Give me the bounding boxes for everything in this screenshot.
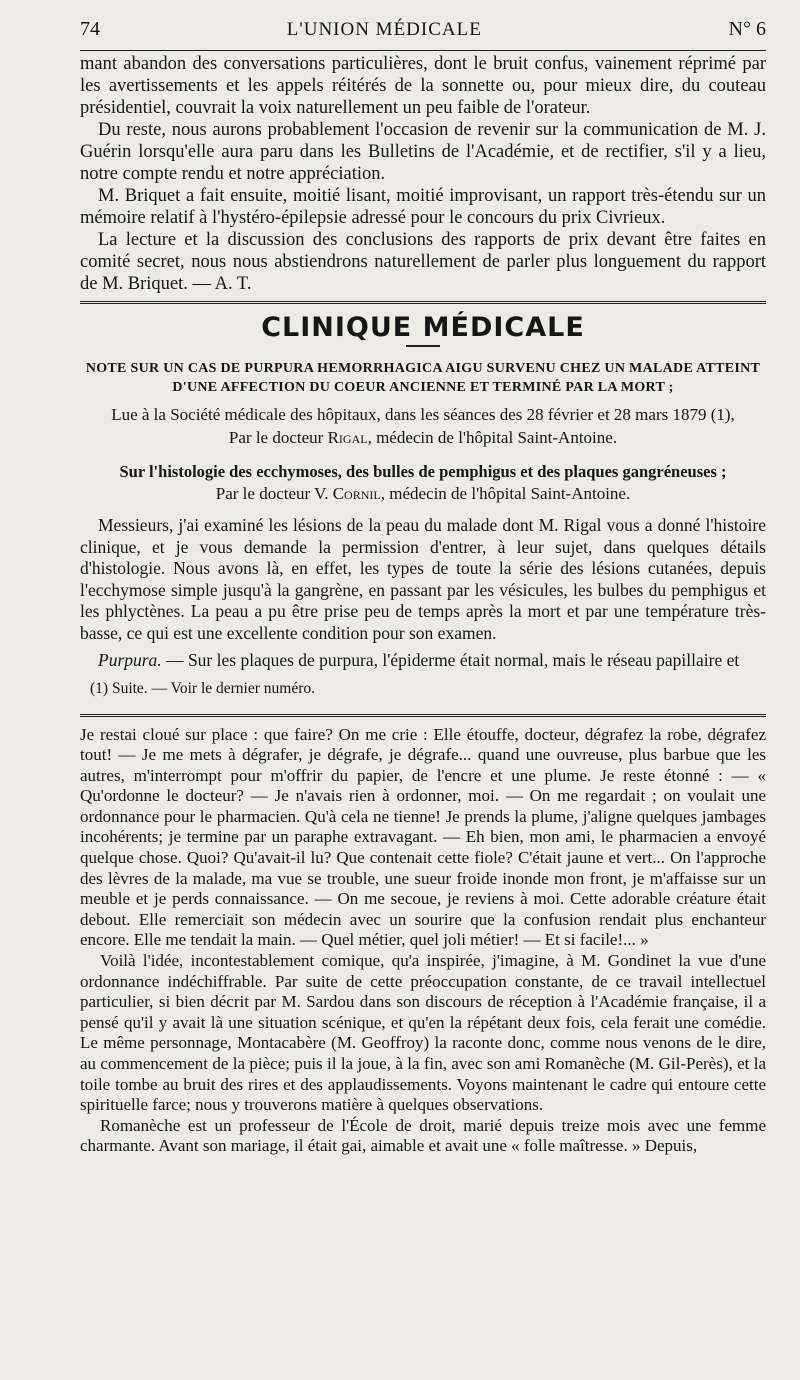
- article-paragraph: Messieurs, j'ai examiné les lésions de la peau du malade dont M. Rigal vous a donné l'histoire clinique, et je vous demande la permission d'entrer, à leur sujet, dans quelques détails d'histologie. Nous avons là, en effet, les types de toute la série des lésions cutanées, depuis l'ecchymose simple jusqu'à la gangrène, en passant par les vésicules, les bulbes du pemphigus et les phlyctènes. La peau a pu être prise peu de temps après la mort et par une température très-basse, ce qui est une excellente condition pour son examen.: [80, 515, 766, 643]
- issue-number: N° 6: [728, 18, 766, 40]
- author-name: Rigal: [327, 428, 368, 447]
- lead-article: [80, 53, 766, 295]
- lead-paragraph: La lecture et la discussion des conclusions des rapports de prix devant être faites en comité secret, nous nous abstiendrons naturellement de parler plus longuement du rapport de M. Briquet. — A. T.: [80, 230, 766, 294]
- author-prefix: Par le docteur: [228, 428, 328, 447]
- note-title: NOTE SUR UN CAS DE PURPURA HEMORRHAGICA AIGU SURVENU CHEZ UN MALADE ATTEINT D'UNE AFFECTION DU COEUR ANCIENNE ET TERMINÉ PAR LA MORT ;: [85, 361, 761, 395]
- article-body: [80, 515, 766, 672]
- title-dash: [406, 345, 440, 347]
- author-line-1: [80, 426, 766, 449]
- author-suffix: , médecin de l'hôpital Saint-Antoine.: [367, 428, 618, 447]
- feuilleton-divider: [80, 714, 766, 717]
- section-title: CLINIQUE MÉDICALE: [261, 312, 585, 343]
- feuilleton-paragraph: Je restai cloué sur place : que faire? On me crie : Elle étouffe, docteur, dégrafez la robe, dégrafez tout! — Je me mets à dégrafer, je dégrafe, je dégrafe... quand une ouvreuse, plus barbue que les autres, m'interrompt pour m'offrir du papier, de l'encre et une plume. Je reste étonné : — « Qu'ordonne le docteur? — Je n'avais rien à ordonner, moi. — On me regardait ; on voulait une ordonnance pour le pharmacien. Qu'à cela ne tienne! Je prends la plume, j'aligne quelques jambages incohérents; je termine par un paraphe extravagant. — Eh bien, mon ami, le pharmacien a envoyé quelque chose. Quoi? Qu'avait-il lu? Que contenait cette fiole? C'était jaune et vert... On l'approche des lèvres de la malade, ma vue se trouble, une sueur froide inonde mon front, je m'affaisse sur un meuble et je perds connaissance. — On me secoue, je reviens à moi. Cette adorable créature était debout. Elle remerciait son médecin avec un sourire que la confusion rendait plus enchanteur encore. Elle me tendait la main. — Quel métier, quel joli métier! — Et si facile!... »: [80, 724, 766, 950]
- author-line-2: [80, 482, 766, 505]
- feuilleton-paragraph: Voilà l'idée, incontestablement comique, qu'a inspirée, j'imagine, à M. Gondinet la vue d'une ordonnance indéchiffrable. Par suite de cette préoccupation constante, de ce travail intellectuel particulier, si bien décrit par M. Sardou dans son discours de réception à l'Académie française, il a pensé qu'il y avait là une situation scénique, et qu'en la répétant deux fois, cela ferait une comédie. Le même personnage, Montacabère (M. Geoffroy) la raconte donc, comme nous venons de le dire, au commencement de la pièce; puis il la joue, à la fin, avec son ami Romanèche (M. Gil-Perès), et la toile tombe au bruit des rires et des applaudissements. Voyons maintenant le cadre qui entoure cette spirituelle farce; nous y trouverons matière à quelques observations.: [80, 951, 766, 1115]
- header-rule: [80, 50, 766, 51]
- read-at-line: Lue à la Société médicale des hôpitaux, dans les séances des 28 février et 28 mars 1879 (1),: [111, 405, 735, 424]
- feuilleton-paragraph: Romanèche est un professeur de l'École de droit, marié depuis treize mois avec une femme charmante. Avant son mariage, il était gai, aimable et avait une « folle maîtresse. » Depuis,: [80, 1115, 766, 1156]
- author-suffix: , médecin de l'hôpital Saint-Antoine.: [380, 484, 631, 503]
- purpura-label: Purpura.: [98, 650, 162, 670]
- sub-title: Sur l'histologie des ecchymoses, des bulles de pemphigus et des plaques gangréneuses ;: [119, 462, 727, 481]
- author-name: Cornil: [332, 484, 381, 503]
- lead-paragraph: Du reste, nous aurons probablement l'occasion de revenir sur la communication de M. J. Guérin lorsqu'elle aura paru dans les Bulletins de l'Académie, et de rectifier, s'il y a lieu, notre compte rendu et notre appréciation.: [80, 120, 766, 184]
- purpura-paragraph: [80, 650, 766, 672]
- purpura-text: — Sur les plaques de purpura, l'épiderme était normal, mais le réseau papillaire et: [161, 650, 740, 670]
- footnote: (1) Suite. — Voir le dernier numéro.: [90, 679, 315, 697]
- journal-title: L'UNION MÉDICALE: [286, 19, 482, 40]
- author-prefix: Par le docteur V.: [215, 484, 333, 503]
- lead-paragraph: M. Briquet a fait ensuite, moitié lisant, moitié improvisant, un rapport très-étendu sur un mémoire relatif à l'hystéro-épilepsie adressé pour le concours du prix Civrieux.: [80, 186, 766, 228]
- section-divider: [80, 301, 766, 304]
- page-number: 74: [80, 18, 100, 40]
- running-head: [80, 18, 766, 48]
- feuilleton: [80, 725, 766, 1157]
- lead-paragraph: mant abandon des conversations particulières, dont le bruit confus, vainement réprimé par les avertissements et les appels réitérés de la sonnette ou, pour mieux dire, du couteau présidentiel, couvrait la voix naturellement un peu faible de l'orateur.: [80, 54, 766, 118]
